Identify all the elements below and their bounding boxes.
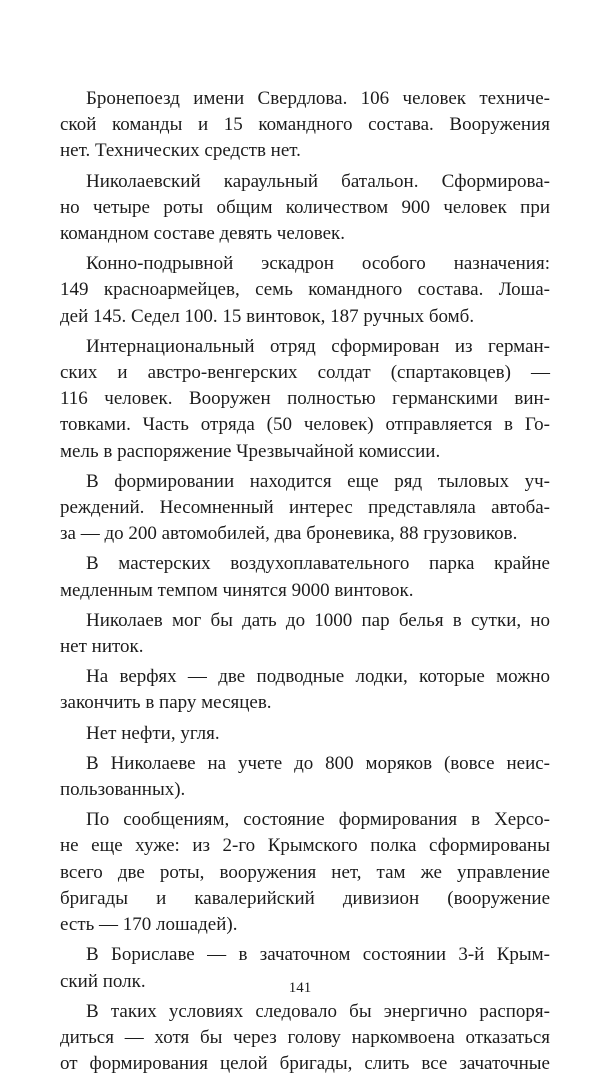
text-line: В Бориславе — в зачаточном состоянии 3-й Крым- <box>86 944 550 966</box>
text-line: закончить в пару месяцев. <box>60 692 272 714</box>
text-line: дей 145. Седел 100. 15 винтовок, 187 ручных бомб. <box>60 305 475 327</box>
text-line: Конно-подрывной эскадрон особого назначения: <box>86 253 550 275</box>
text-line: но четыре роты общим количеством 900 человек при <box>60 196 550 218</box>
text-line: всего две роты, вооружения нет, там же управление <box>60 861 550 883</box>
text-line: реждений. Несомненный интерес представляла автоба- <box>60 497 550 519</box>
text-line: В формировании находится еще ряд тыловых уч- <box>86 470 550 492</box>
text-line: товками. Часть отряда (50 человек) отправляется в Го- <box>60 414 550 436</box>
text-line: Интернациональный отряд сформирован из герман- <box>86 335 550 357</box>
paragraph <box>60 169 550 248</box>
text-line: В таких условиях следовало бы энергично распоря- <box>86 1000 550 1022</box>
text-line: 149 красноармейцев, семь командного состава. Лоша- <box>60 279 550 301</box>
page-number: 141 <box>288 980 312 996</box>
text-line: ский полк. <box>60 970 146 992</box>
text-line: Николаевский караульный батальон. Сформирова- <box>86 170 550 192</box>
paragraph <box>60 807 550 938</box>
text-line: В Николаеве на учете до 800 моряков (вовсе неис- <box>86 752 550 774</box>
paragraph <box>60 334 550 465</box>
text-line: есть — 170 лошадей). <box>60 914 238 936</box>
paragraph <box>60 999 550 1078</box>
text-line: бригады и кавалерийский дивизион (вооружение <box>60 887 550 909</box>
text-line: В мастерских воздухоплавательного парка крайне <box>86 553 550 575</box>
text-line: за — до 200 автомобилей, два броневика, 88 грузовиков. <box>60 523 518 545</box>
text-line: Бронепоезд имени Свердлова. 106 человек техниче- <box>86 88 550 109</box>
text-line: мель в распоряжение Чрезвычайной комиссии. <box>60 440 441 462</box>
text-line: от формирования целой бригады, слить все зачаточные <box>60 1053 550 1075</box>
paragraph <box>60 469 550 548</box>
text-line: пользованных). <box>60 779 186 801</box>
text-line: Нет нефти, угля. <box>86 722 220 744</box>
text-line: диться — хотя бы через голову наркомвоена отказаться <box>60 1026 550 1048</box>
text-line: не еще хуже: из 2-го Крымского полка сформированы <box>60 835 550 857</box>
text-line: нет ниток. <box>60 636 144 658</box>
text-line: На верфях — две подводные лодки, которые можно <box>86 666 550 688</box>
paragraph <box>60 751 550 803</box>
text-line: 116 человек. Вооружен полностью германскими вин- <box>60 388 550 410</box>
text-line: По сообщениям, состояние формирования в Херсо- <box>86 809 550 831</box>
paragraph <box>60 551 550 603</box>
text-line: ской команды и 15 командного состава. Вооружения <box>60 114 550 136</box>
paragraph <box>60 251 550 330</box>
text-line: ских и австро-венгерских солдат (спартаковцев) — <box>60 362 550 384</box>
paragraph <box>60 721 550 747</box>
paragraph <box>60 664 550 716</box>
text-line: медленным темпом чинятся 9000 винтовок. <box>60 579 414 601</box>
text-line: командном составе девять человек. <box>60 223 346 245</box>
text-line: нет. Технических средств нет. <box>60 140 301 162</box>
body-text <box>60 86 550 1081</box>
paragraph <box>60 608 550 660</box>
text-line: Николаев мог бы дать до 1000 пар белья в сутки, но <box>86 609 550 631</box>
paragraph <box>60 86 550 165</box>
